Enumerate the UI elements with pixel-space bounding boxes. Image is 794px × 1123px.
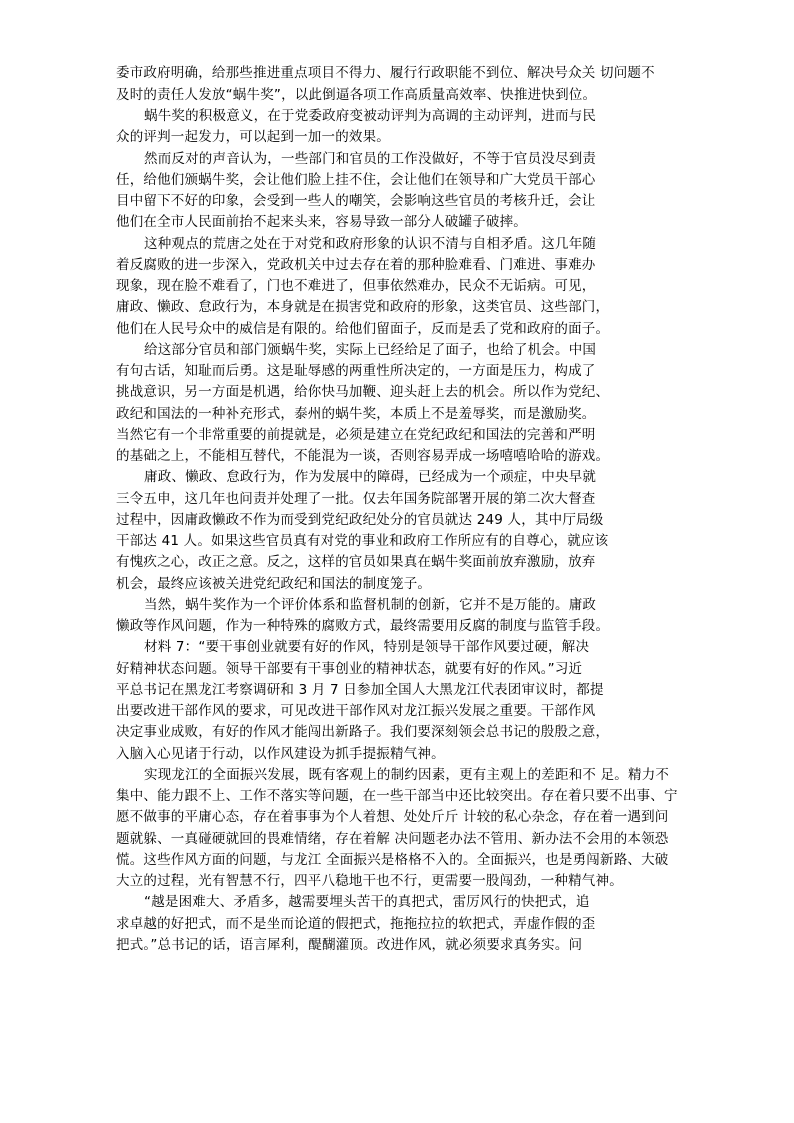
text-line: 愿不做事的平庸心态，存在着事事为个人着想、处处斤斤 计较的私心杂念，存在着一遇到问	[116, 809, 669, 825]
text-line: 蜗牛奖的积极意义，在于党委政府变被动评判为高调的主动评判，进而与民	[144, 108, 597, 124]
text-line: 的基础之上，不能相互替代，不能混为一谈，否则容易弄成一场嘻嘻哈哈的游戏。	[116, 448, 610, 464]
text-line: 大立的过程，光有智慧不行，四平八稳地干也不行，更需要一股闯劲，一种精气神。	[116, 873, 623, 889]
text-line: “越是困难大、矛盾多，越需要埋头苦干的真把式，雷厉风行的快把式，追	[144, 894, 590, 910]
text-line: 当然它有一个非常重要的前提就是，必须是建立在党纪政纪和国法的完善和严明	[116, 427, 596, 443]
text-line: 出要改进干部作风的要求，可见改进干部作风对龙江振兴发展之重要。干部作风	[116, 703, 596, 719]
text-line: 庸政、懒政、怠政行为，作为发展中的障碍，已经成为一个顽症，中央早就	[144, 469, 597, 485]
text-line: 决定事业成败，有好的作风才能闯出新路子。我们要深刻领会总书记的殷殷之意，	[116, 724, 610, 740]
text-line: 给这部分官员和部门颁蜗牛奖，实际上已经给足了面子，也给了机会。中国	[144, 342, 597, 358]
text-line: 慌。这些作风方面的问题，与龙江 全面振兴是格格不入的。全面振兴，也是勇闯新路、大破	[116, 852, 669, 868]
text-line: 委市政府明确，给那些推进重点项目不得力、履行行政职能不到位、解决号众关 切问题不	[116, 65, 655, 81]
text-line: 目中留下不好的印象，会受到一些人的嘲笑，会影响这些官员的考核升迁，会让	[116, 193, 596, 209]
text-line: 当然，蜗牛奖作为一个评价体系和监督机制的创新，它并不是万能的。庸政	[144, 597, 597, 613]
text-line: 集中、能力跟不上、工作不落实等问题，在一些干部当中还比较突出。存在着只要不出事、宁	[116, 788, 678, 804]
text-line: 着反腐败的进一步深入，党政机关中过去存在着的那种脸难看、门难进、事难办	[116, 257, 596, 273]
text-line: 有愧疚之心，改正之意。反之，这样的官员如果真在蜗牛奖面前放弃激励，放弃	[116, 554, 596, 570]
text-line: 平总书记在黑龙江考察调研和 3 月 7 日参加全国人大黑龙江代表团审议时，都提	[116, 682, 604, 698]
text-line: 三令五申，这几年也问责并处理了一批。仅去年国务院部署开展的第二次大督查	[116, 491, 596, 507]
text-line: 庸政、懒政、怠政行为，本身就是在损害党和政府的形象，这类官员、这些部门，	[116, 299, 610, 315]
text-line: 众的评判一起发力，可以起到一加一的效果。	[116, 129, 390, 145]
text-line: 入脑入心见诸于行动，以作风建设为抓手提振精气神。	[116, 746, 445, 762]
text-line: 题就躲、一真碰硬就回的畏难情绪，存在着解 决问题老办法不管用、新办法不会用的本领恐	[116, 831, 669, 847]
text-line: 材料 7：“要干事创业就要有好的作风，特别是领导干部作风要过硬，解决	[144, 639, 590, 655]
text-line: 懒政等作风问题，作为一种特殊的腐败方式，最终需要用反腐的制度与监管手段。	[116, 618, 610, 634]
text-line: 他们在全市人民面前抬不起来头来，容易导致一部分人破罐子破摔。	[116, 214, 527, 230]
text-line: 挑战意识，另一方面是机遇，给你快马加鞭、迎头赶上去的机会。所以作为党纪、	[116, 384, 610, 400]
text-line: 好精神状态问题。领导干部要有干事创业的精神状态，就要有好的作风。”习近	[116, 661, 583, 677]
text-line: 任，给他们颁蜗牛奖，会让他们脸上挂不住，会让他们在领导和广大党员干部心	[116, 172, 596, 188]
text-line: 然而反对的声音认为，一些部门和官员的工作没做好，不等于官员没尽到责	[144, 151, 597, 167]
text-line: 把式。”总书记的话，语言犀利，醍醐灌顶。改进作风，就必须要求真务实。问	[116, 937, 583, 953]
text-line: 政纪和国法的一种补充形式，泰州的蜗牛奖，本质上不是羞辱奖，而是激励奖。	[116, 406, 596, 422]
text-line: 求卓越的好把式，而不是坐而论道的假把式，拖拖拉拉的软把式，弄虚作假的歪	[116, 916, 596, 932]
text-line: 及时的责任人发放“蜗牛奖”，以此倒逼各项工作高质量高效率、快推进快到位。	[116, 87, 597, 103]
text-line: 干部达 41 人。如果这些官员真有对党的事业和政府工作所应有的自尊心，就应该	[116, 533, 609, 549]
text-line: 现象，现在脸不难看了，门也不难进了，但事依然难办，民众不无诟病。可见，	[116, 278, 596, 294]
text-line: 这种观点的荒唐之处在于对党和政府形象的认识不清与自相矛盾。这几年随	[144, 236, 597, 252]
text-line: 他们在人民号众中的威信是有限的。给他们留面子，反而是丢了党和政府的面子。	[116, 321, 610, 337]
text-line: 有句古话，知耻而后勇。这是耻辱感的两重性所决定的，一方面是压力，构成了	[116, 363, 596, 379]
text-line: 过程中，因庸政懒政不作为而受到党纪政纪处分的官员就达 249 人，其中厅局级	[116, 512, 604, 528]
text-line: 实现龙江的全面振兴发展，既有客观上的制约因素，更有主观上的差距和不 足。精力不	[144, 767, 670, 783]
text-line: 机会，最终应该被关进党纪政纪和国法的制度笼子。	[116, 576, 432, 592]
